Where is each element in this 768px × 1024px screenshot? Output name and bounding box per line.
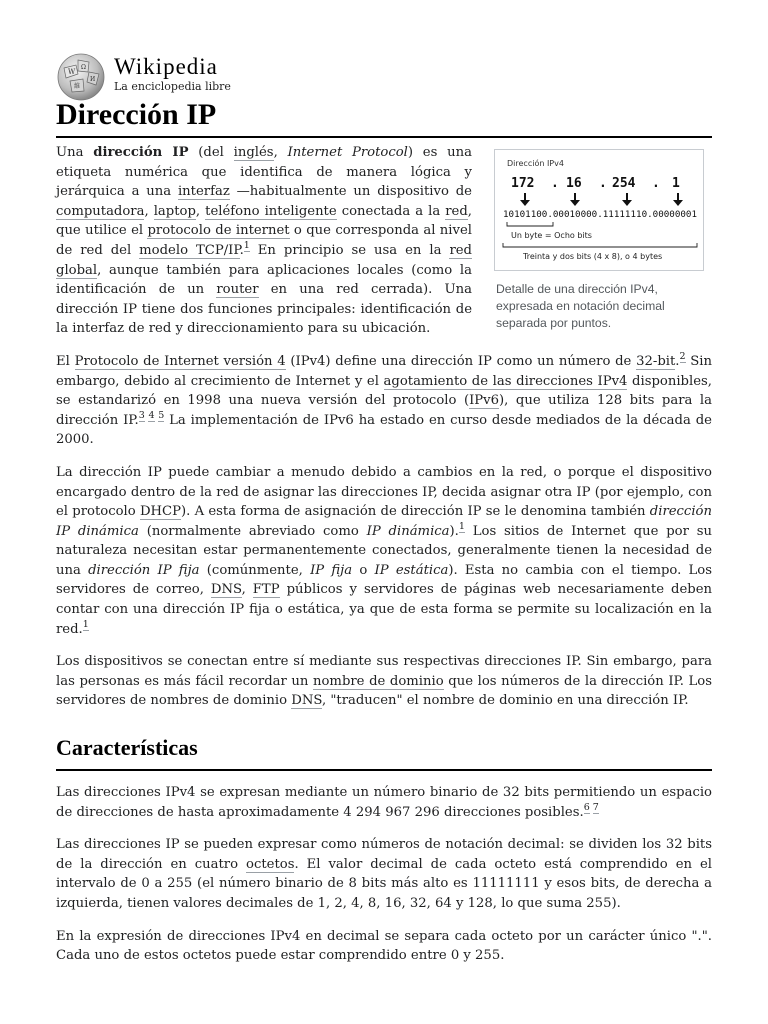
svg-text:Ω: Ω <box>81 64 86 71</box>
svg-text:維: 維 <box>74 83 81 90</box>
link-telefono-inteligente[interactable]: teléfono inteligente <box>205 203 337 219</box>
down-arrow-icon <box>520 193 683 206</box>
reference-link[interactable]: 6 <box>583 801 590 813</box>
octet-dot: . <box>599 176 607 191</box>
link-interfaz[interactable]: interfaz <box>177 184 230 200</box>
octet-2: 16 <box>566 176 582 191</box>
reference-link[interactable]: 7 <box>592 801 599 813</box>
site-tagline: La enciclopedia libre <box>114 80 231 93</box>
article-body <box>56 143 712 979</box>
link-ipv6[interactable]: IPv6 <box>469 393 500 409</box>
reference-link[interactable]: 1 <box>243 239 250 251</box>
octet-3: 254 <box>612 176 636 191</box>
link-dns[interactable]: DNS <box>210 582 242 598</box>
diagram-title: Dirección IPv4 <box>507 159 564 168</box>
link-red-global[interactable]: red global <box>56 242 472 278</box>
ipv4-diagram-image[interactable] <box>494 149 704 271</box>
paragraph-binary: Las direcciones IPv4 se expresan mediante un número binario de 32 bits permitiendo un espacio de direcciones de hasta aproximadamente 4 294 967 296 direcciones posibles.$^{6 7}$ <box>56 785 712 820</box>
octet-dot: . <box>652 176 660 191</box>
svg-text:W: W <box>68 68 76 76</box>
paragraph-dns: Los dispositivos se conectan entre sí mediante sus respectivas direcciones IP. Sin embargo, para las personas es más fácil recordar un nombre de dominio que los números de la dirección IP. Los servidores de nombres de dominio DNS, "traducen" el nombre de dominio en una dirección IP. <box>56 654 712 709</box>
bits-bracket <box>503 243 697 247</box>
link-laptop[interactable]: laptop <box>153 203 196 219</box>
link-modelo-tcp-ip[interactable]: modelo TCP/IP <box>139 242 240 258</box>
paragraph-separator: En la expresión de direcciones IPv4 en decimal se separa cada octeto por un carácter único ".". Cada uno de estos octetos puede estar comprendido entre 0 y 255. <box>56 928 712 964</box>
octet-1: 172 <box>511 176 535 191</box>
link-octetos[interactable]: octetos <box>246 856 295 872</box>
octet-dot: . <box>551 176 559 191</box>
paragraph-decimal: Las direcciones IP se pueden expresar como números de notación decimal: se dividen los 32 bits de la dirección en cuatro octetos. El valor decimal de cada octeto está comprendido en el intervalo de 0 a 255 (el número binario de 8 bits más alto es 11111111 y esos bits, de derecha a izquierda, tienen valores decimales de 1, 2, 4, 8, 16, 32, 64 y 128, lo que suma 255). <box>56 837 712 911</box>
section-heading-caracteristicas: Características <box>56 735 198 761</box>
link-protocolo-de-internet[interactable]: protocolo de internet <box>147 223 290 239</box>
reference-link[interactable]: 1 <box>82 618 89 630</box>
svg-text:И: И <box>90 76 96 83</box>
site-name: Wikipedia <box>114 54 218 79</box>
link-nombre-de-dominio[interactable]: nombre de dominio <box>313 673 444 689</box>
byte-bracket <box>507 222 553 226</box>
reference-link[interactable]: 5 <box>158 409 165 421</box>
byte-label: Un byte = Ocho bits <box>511 231 592 240</box>
reference-link[interactable]: 4 <box>148 409 155 421</box>
bold-term: dirección IP <box>93 145 189 160</box>
link-ftp[interactable]: FTP <box>252 582 280 598</box>
reference-link[interactable]: 3 <box>138 409 145 421</box>
wikipedia-globe-logo[interactable] <box>56 52 106 102</box>
reference-link[interactable]: 1 <box>458 520 465 532</box>
paragraph-dynamic-ip: La dirección IP puede cambiar a menudo debido a cambios en la red, o porque el dispositivo encargado dentro de la red de asignar las direcciones IP, decida asignar otra IP (por ejemplo, con el protocolo DHCP). A esta forma de asignación de dirección IP se le denomina también dirección IP dinámica (normalmente abreviado como IP dinámica).$^1$ Los sitios de Internet que por su naturaleza necesitan estar permanentemente conectados, generalmente tienen la necesidad de una dirección IP fija (comúnmente, IP fija o IP estática). Esta no cambia con el tiempo. Los servidores de correo, DNS, FTP públicos y servidores de páginas web necesariamente deben contar con una dirección IP fija o estática, ya que de esta forma se permite su localización en la red.$^1$ <box>56 464 712 637</box>
link-dhcp[interactable]: DHCP <box>139 504 181 520</box>
link-red[interactable]: red <box>445 203 468 219</box>
paragraph-ipv4: El Protocolo de Internet versión 4 (IPv4) define una dirección IP como un número de 32-bit.$^2$ Sin embargo, debido al crecimiento de Internet y el agotamiento de las direcciones IPv4 disponibles, se estandarizó en 1998 una nueva versión del protocolo (IPv6), que utiliza 128 bits para la dirección IP.$^{3 4 5}$ La implementación de IPv6 ha estado en curso desde mediados de la década de 2000. <box>56 350 713 448</box>
link-computadora[interactable]: computadora <box>56 203 145 219</box>
octet-4: 1 <box>672 176 680 191</box>
link-protocolo-ipv4[interactable]: Protocolo de Internet versión 4 <box>74 353 286 369</box>
link-agotamiento-ipv4[interactable]: agotamiento de las direcciones IPv4 <box>383 373 628 389</box>
wikipedia-wordmark[interactable] <box>114 54 231 94</box>
figure-caption: Detalle de una dirección IPv4, expresada en notación decimal separada por puntos. <box>496 281 665 330</box>
link-dns[interactable]: DNS <box>291 693 322 709</box>
link-ingles[interactable]: inglés <box>233 145 274 160</box>
title-divider <box>56 136 712 138</box>
link-32-bit[interactable]: 32-bit <box>636 353 676 369</box>
reference-link[interactable]: 2 <box>679 350 686 362</box>
binary-address: 10101100.00010000.11111110.00000001 <box>503 210 697 220</box>
bits-label: Treinta y dos bits (4 x 8), o 4 bytes <box>523 252 663 261</box>
ipv4-figure <box>494 149 712 332</box>
section-divider <box>56 769 712 771</box>
paragraph-intro: Una dirección IP (del inglés, Internet Protocol) es una etiqueta numérica que identifica de manera lógica y jerárquica a una interfaz —habitualmente un dispositivo de computadora, laptop, teléfono inteligente conectada a la red, que utilice el protocolo de internet o que corresponda al nivel de red del modelo TCP/IP.$^1$ En principio se usa en la red global, aunque también para aplicaciones locales (como la identificación de un router en una red cerrada). Una dirección IP tiene dos funciones principales: identificación de la interfaz de red y direccionamiento para su ubicación. <box>56 145 472 337</box>
page-title: Dirección IP <box>56 98 217 131</box>
link-router[interactable]: router <box>216 282 259 298</box>
